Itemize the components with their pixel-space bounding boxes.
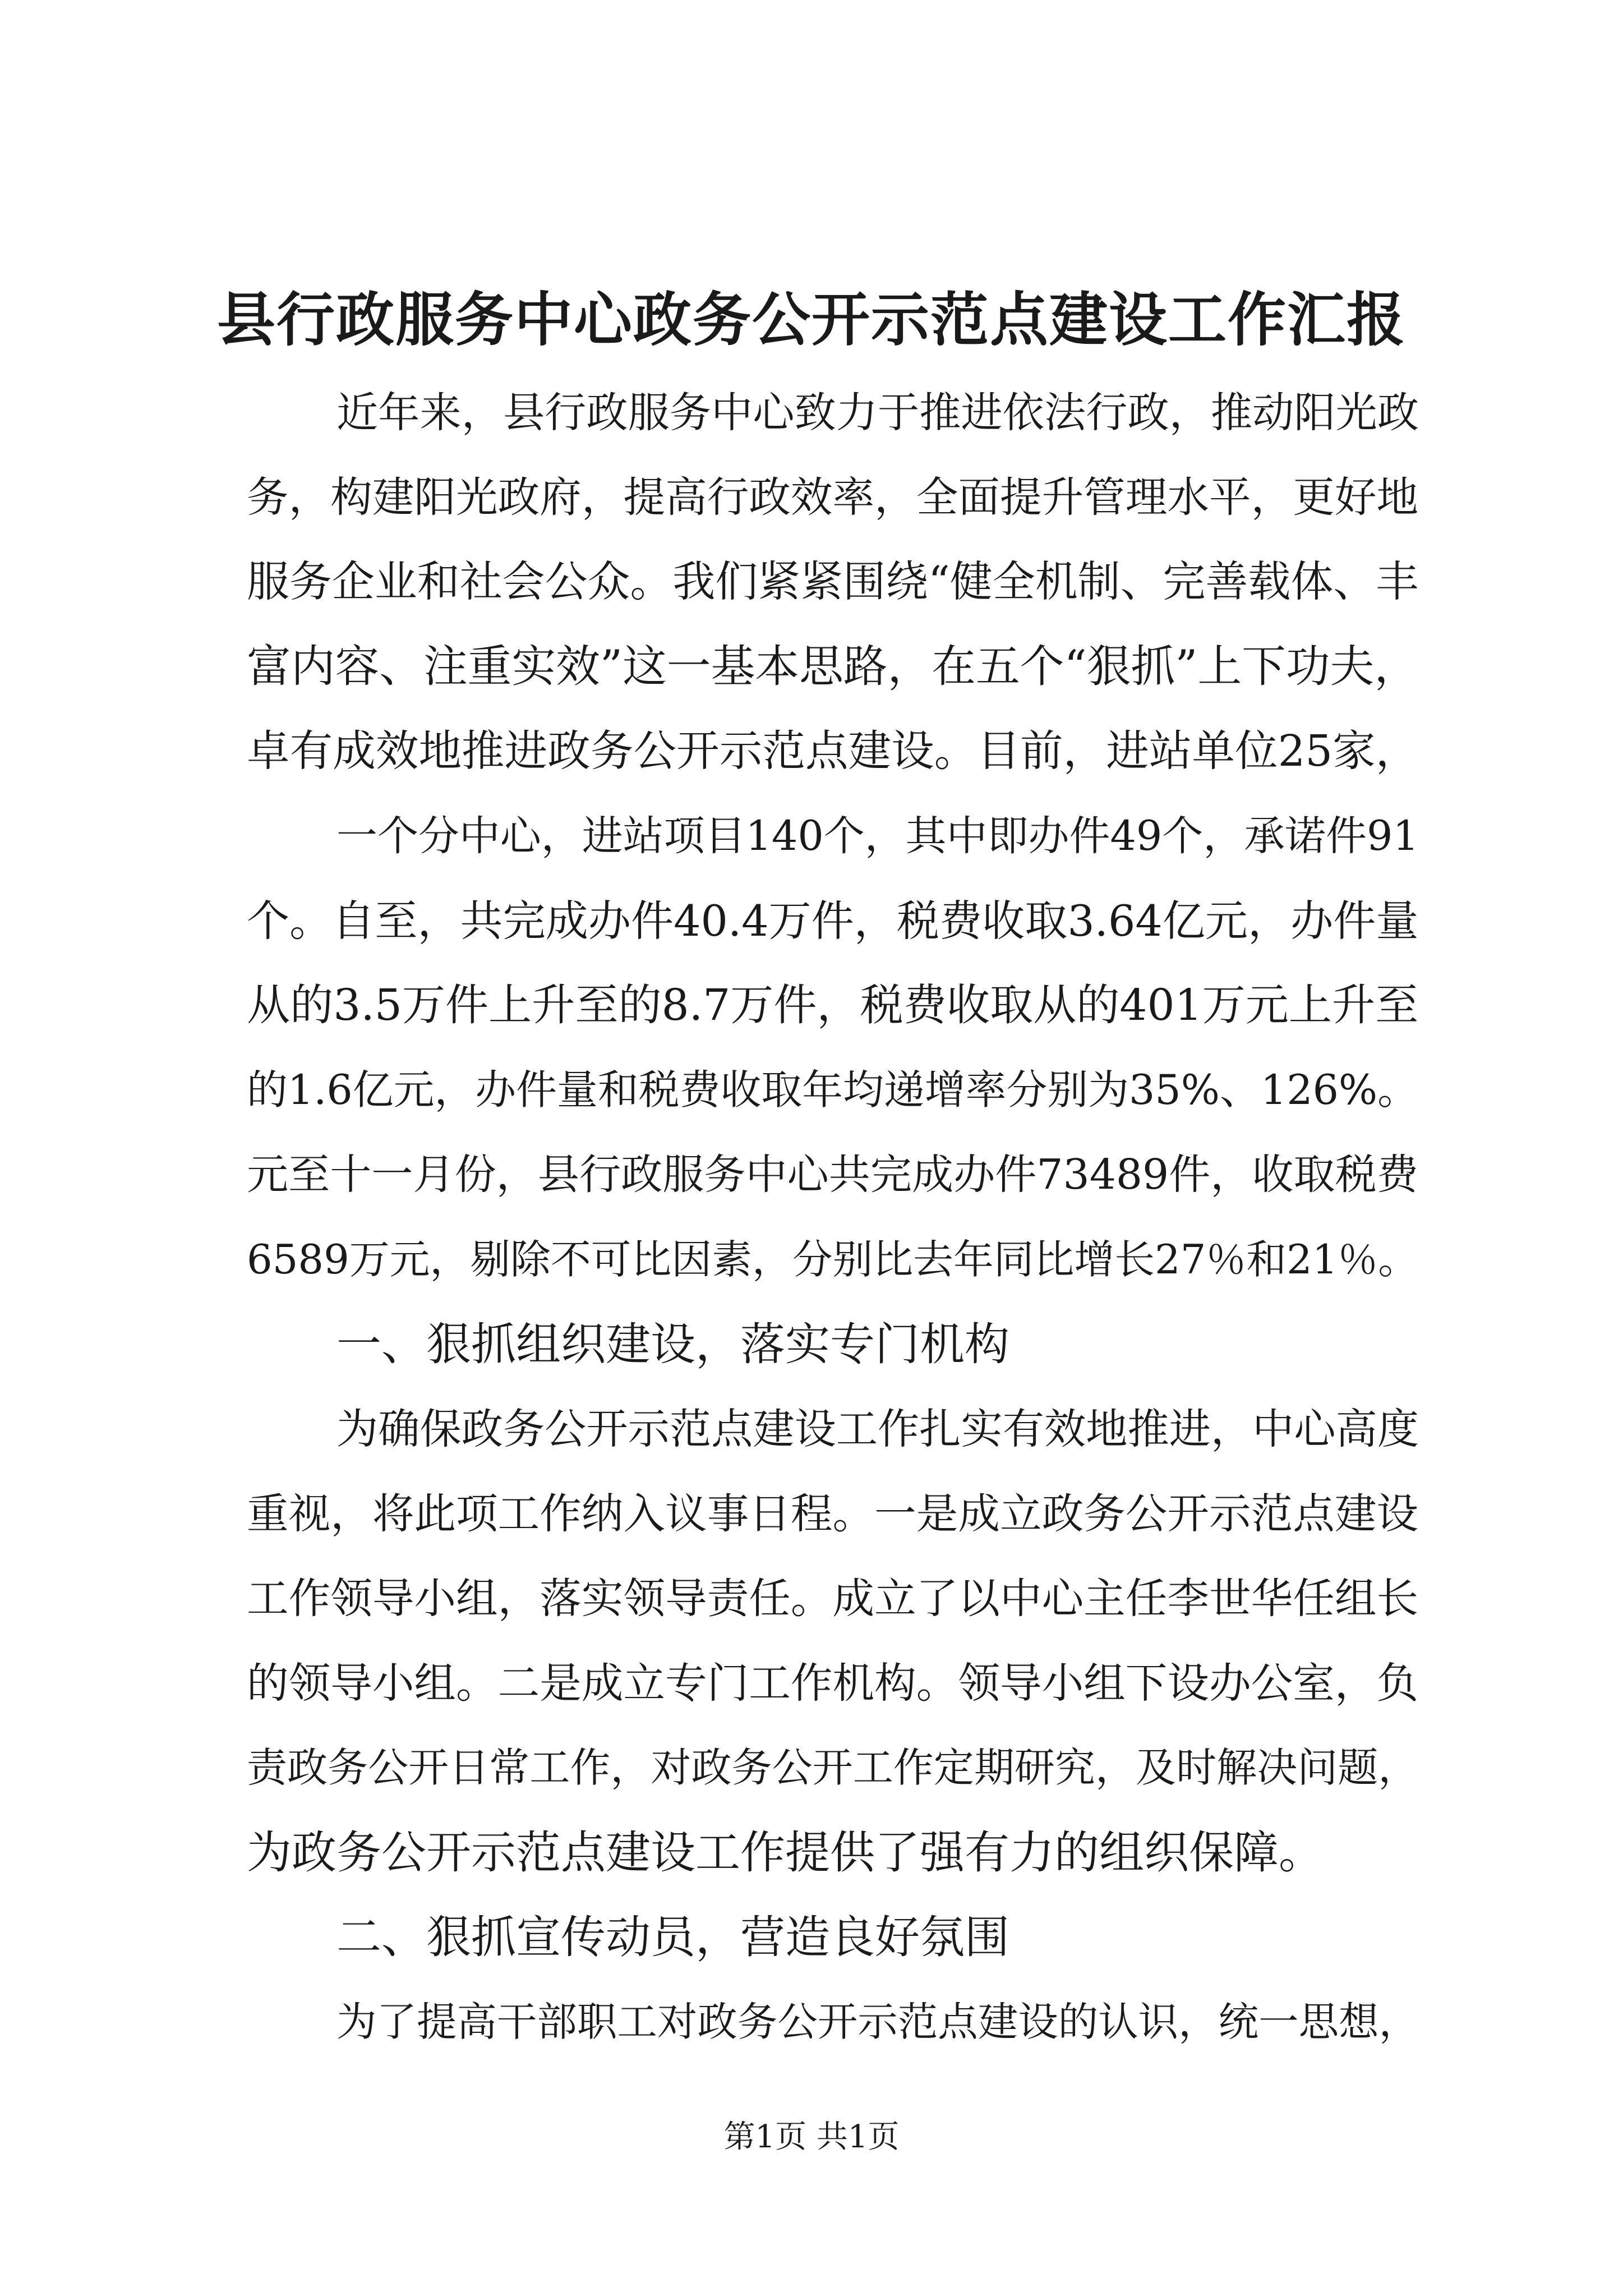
body-line-2: 务，构建阳光政府，提高行政效率，全面提升管理水平，更好地 xyxy=(247,473,1419,522)
body-line-7: 个。自至，共完成办件40.4万件，税费收取3.64亿元，办件量 xyxy=(247,896,1419,946)
body-line-17: 责政务公开日常工作，对政务公开工作定期研究，及时解决问题， xyxy=(247,1744,1419,1791)
body-line-20: 为了提高干部职工对政务公开示范点建设的认识，统一思想， xyxy=(336,1999,1419,2045)
body-line-18: 为政务公开示范点建设工作提供了强有力的组织保障。 xyxy=(247,1826,1324,1879)
body-line-1: 近年来，县行政服务中心致力于推进依法行政，推动阳光政 xyxy=(336,388,1419,437)
body-line-4: 富内容、注重实效”这一基本思路，在五个“狠抓”上下功夫， xyxy=(247,641,1419,692)
body-line-15: 工作领导小组，落实领导责任。成立了以中心主任李世华任组长 xyxy=(247,1574,1419,1623)
section-heading-2: 二、狠抓宣传动员，营造良好氛围 xyxy=(336,1911,1009,1963)
body-line-6: 一个分中心，进站项目140个，其中即办件49个，承诺件91 xyxy=(336,812,1419,860)
body-line-3: 服务企业和社会公众。我们紧紧围绕“健全机制、完善载体、丰 xyxy=(247,557,1419,606)
body-line-13: 为确保政务公开示范点建设工作扎实有效地推进，中心高度 xyxy=(336,1405,1419,1453)
document-body xyxy=(247,370,1424,2064)
body-line-16: 的领导小组。二是成立专门工作机构。领导小组下设办公室，负 xyxy=(247,1659,1419,1708)
section-heading-1: 一、狠抓组织建设，落实专门机构 xyxy=(336,1318,1009,1370)
body-line-9: 的1.6亿元，办件量和税费收取年均递增率分别为35%、126%。 xyxy=(247,1066,1419,1114)
body-line-8: 从的3.5万件上升至的8.7万件，税费收取从的401万元上升至 xyxy=(247,980,1419,1030)
page-footer: 第1页 共1页 xyxy=(723,2119,900,2155)
body-line-5: 卓有成效地推进政务公开示范点建设。目前，进站单位25家， xyxy=(247,726,1419,776)
body-line-11: 6589万元，剔除不可比因素，分别比去年同比增长27％和21％。 xyxy=(247,1236,1419,1283)
body-line-10: 元至十一月份，县行政服务中心共完成办件73489件，收取税费 xyxy=(247,1151,1418,1199)
body-line-14: 重视，将此项工作纳入议事日程。一是成立政务公开示范点建设 xyxy=(247,1489,1419,1538)
page-title: 县行政服务中心政务公开示范点建设工作汇报 xyxy=(216,285,1406,354)
